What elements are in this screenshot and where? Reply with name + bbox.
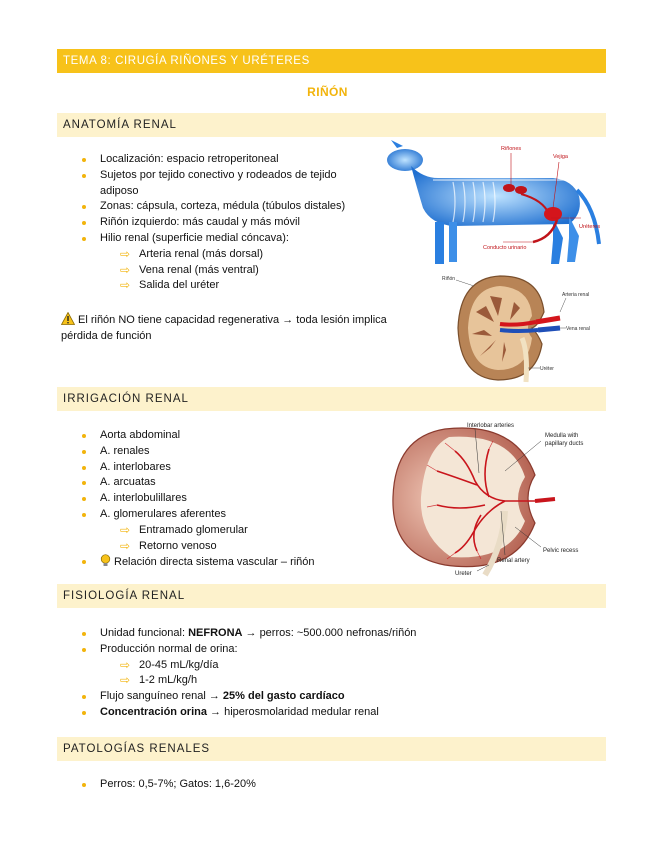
dog-leg	[449, 222, 457, 262]
sub-item	[120, 523, 370, 539]
sub-item-text: 20-45 mL/kg/día	[139, 658, 219, 671]
dog-tail	[577, 190, 599, 244]
list-item-text: Hilio renal (superficie medial cóncava):	[100, 231, 289, 244]
dog-ear	[391, 140, 403, 148]
list-item	[80, 507, 370, 554]
anatomia-sublist	[100, 247, 370, 294]
sub-item	[120, 539, 370, 555]
list-item: Sujetos por tejido conectivo y rodeados de tejido adiposo	[80, 168, 370, 200]
kidney2-label: papillary ducts	[545, 441, 584, 447]
list-item	[80, 642, 520, 689]
list-item-text: A. glomerulares aferentes	[100, 507, 226, 520]
sub-item	[120, 658, 520, 674]
arrow-icon: ⇨	[120, 522, 131, 537]
section-subtitle: RIÑÓN	[307, 85, 348, 99]
list-item	[80, 231, 370, 294]
dog-label: Vejiga	[553, 154, 568, 160]
sub-item-text: Salida del uréter	[139, 279, 220, 292]
kidney2-label: Renal artery	[497, 558, 530, 564]
dog-leg	[435, 222, 444, 264]
list-item-text: Unidad funcional:	[100, 627, 189, 639]
list-item	[80, 626, 520, 642]
kidney2-label: Medulla with	[545, 433, 579, 439]
kidney-mark	[515, 186, 527, 194]
lightbulb-icon	[100, 554, 111, 567]
kidney1-label: Vena renal	[566, 326, 590, 332]
kidney2-label: Ureter	[455, 571, 472, 577]
list-item	[80, 705, 520, 721]
renal-vein	[500, 330, 538, 331]
section-irrigacion-title: IRRIGACIÓN RENAL	[57, 387, 606, 411]
fisiologia-sublist	[100, 658, 520, 690]
dog-label: Conducto urinario	[483, 245, 527, 251]
renal-vein-out	[538, 328, 560, 330]
sub-item	[120, 247, 370, 263]
sub-item-text: 1-2 mL/kg/h	[139, 674, 198, 687]
kidney2-label: Interlobar arteries	[467, 423, 515, 429]
kidney-vascular-figure	[385, 415, 607, 580]
list-item: Zonas: cápsula, corteza, médula (túbulos distales)	[80, 199, 370, 215]
list-item-text: Relación directa sistema vascular – riñón	[114, 556, 315, 569]
dog-head	[387, 149, 423, 171]
sub-item-text: Arteria renal (más dorsal)	[139, 247, 264, 260]
list-item-text: Flujo sanguíneo renal	[100, 690, 209, 703]
list-item: Perros: 0,5-7%; Gatos: 1,6-20%	[80, 777, 520, 793]
kidney1-label: Uréter	[540, 366, 554, 372]
list-item-bold: → 25% del gasto cardíaco	[208, 690, 345, 703]
arrow-icon: ⇨	[120, 278, 131, 293]
sub-item	[120, 263, 370, 279]
sub-item-text: Retorno venoso	[139, 539, 217, 552]
sub-item	[120, 278, 370, 294]
list-item-text: → perros: ~500.000 nefronas/riñón	[242, 627, 417, 639]
irrigacion-list	[80, 428, 370, 571]
sub-item-text: Vena renal (más ventral)	[139, 263, 259, 276]
irrigacion-sublist	[100, 523, 370, 555]
list-item: Aorta abdominal	[80, 428, 370, 444]
bladder-mark	[544, 207, 562, 221]
dog-leg	[551, 218, 563, 264]
kidney-section-figure	[440, 272, 606, 384]
kidney1-label: Riñón	[442, 276, 456, 282]
kidney-mark	[503, 184, 515, 192]
list-item: Localización: espacio retroperitoneal	[80, 152, 370, 168]
dog-urinary-figure	[383, 138, 605, 268]
sub-item-text: Entramado glomerular	[139, 523, 248, 536]
arrow-icon: ⇨	[120, 673, 131, 688]
kidney2-label: Pelvic recess	[543, 548, 579, 554]
list-item-bold: NEFRONA	[188, 627, 243, 639]
list-item	[80, 689, 520, 705]
section-fisiologia-title: FISIOLOGÍA RENAL	[57, 584, 606, 608]
list-item	[80, 554, 370, 571]
patologias-list	[80, 777, 520, 793]
arrow-icon: ⇨	[120, 538, 131, 553]
list-item: A. interlobares	[80, 460, 370, 476]
list-item-text: → hiperosmolaridad medular renal	[206, 705, 379, 718]
arrow-icon: ⇨	[120, 246, 131, 261]
section-patologias-title: PATOLOGÍAS RENALES	[57, 737, 606, 761]
kidney1-label: Arteria renal	[562, 292, 590, 298]
arrow-icon: ⇨	[120, 262, 131, 277]
renal-artery	[535, 499, 555, 501]
dog-label: Uréteres	[579, 224, 601, 230]
warning-icon	[61, 312, 75, 325]
warning-note	[61, 312, 421, 344]
fisiologia-list	[80, 626, 520, 721]
list-item: A. renales	[80, 444, 370, 460]
list-item: A. interlobulillares	[80, 491, 370, 507]
list-item: A. arcuatas	[80, 475, 370, 491]
sub-item	[120, 673, 520, 689]
document-title: TEMA 8: CIRUGÍA RIÑONES Y URÉTERES	[57, 49, 606, 73]
list-item-text: Producción normal de orina:	[100, 642, 238, 655]
warning-note-text: El riñón NO tiene capacidad regenerativa → toda lesión implica pérdida de función	[61, 314, 387, 342]
list-item-bold: Concentración orina	[100, 705, 207, 718]
dog-label: Riñones	[501, 146, 522, 152]
section-anatomia-title: ANATOMÍA RENAL	[57, 113, 606, 137]
arrow-icon: ⇨	[120, 657, 131, 672]
kidney-interior	[421, 437, 525, 558]
anatomia-list	[80, 152, 370, 294]
list-item: Riñón izquierdo: más caudal y más móvil	[80, 215, 370, 231]
